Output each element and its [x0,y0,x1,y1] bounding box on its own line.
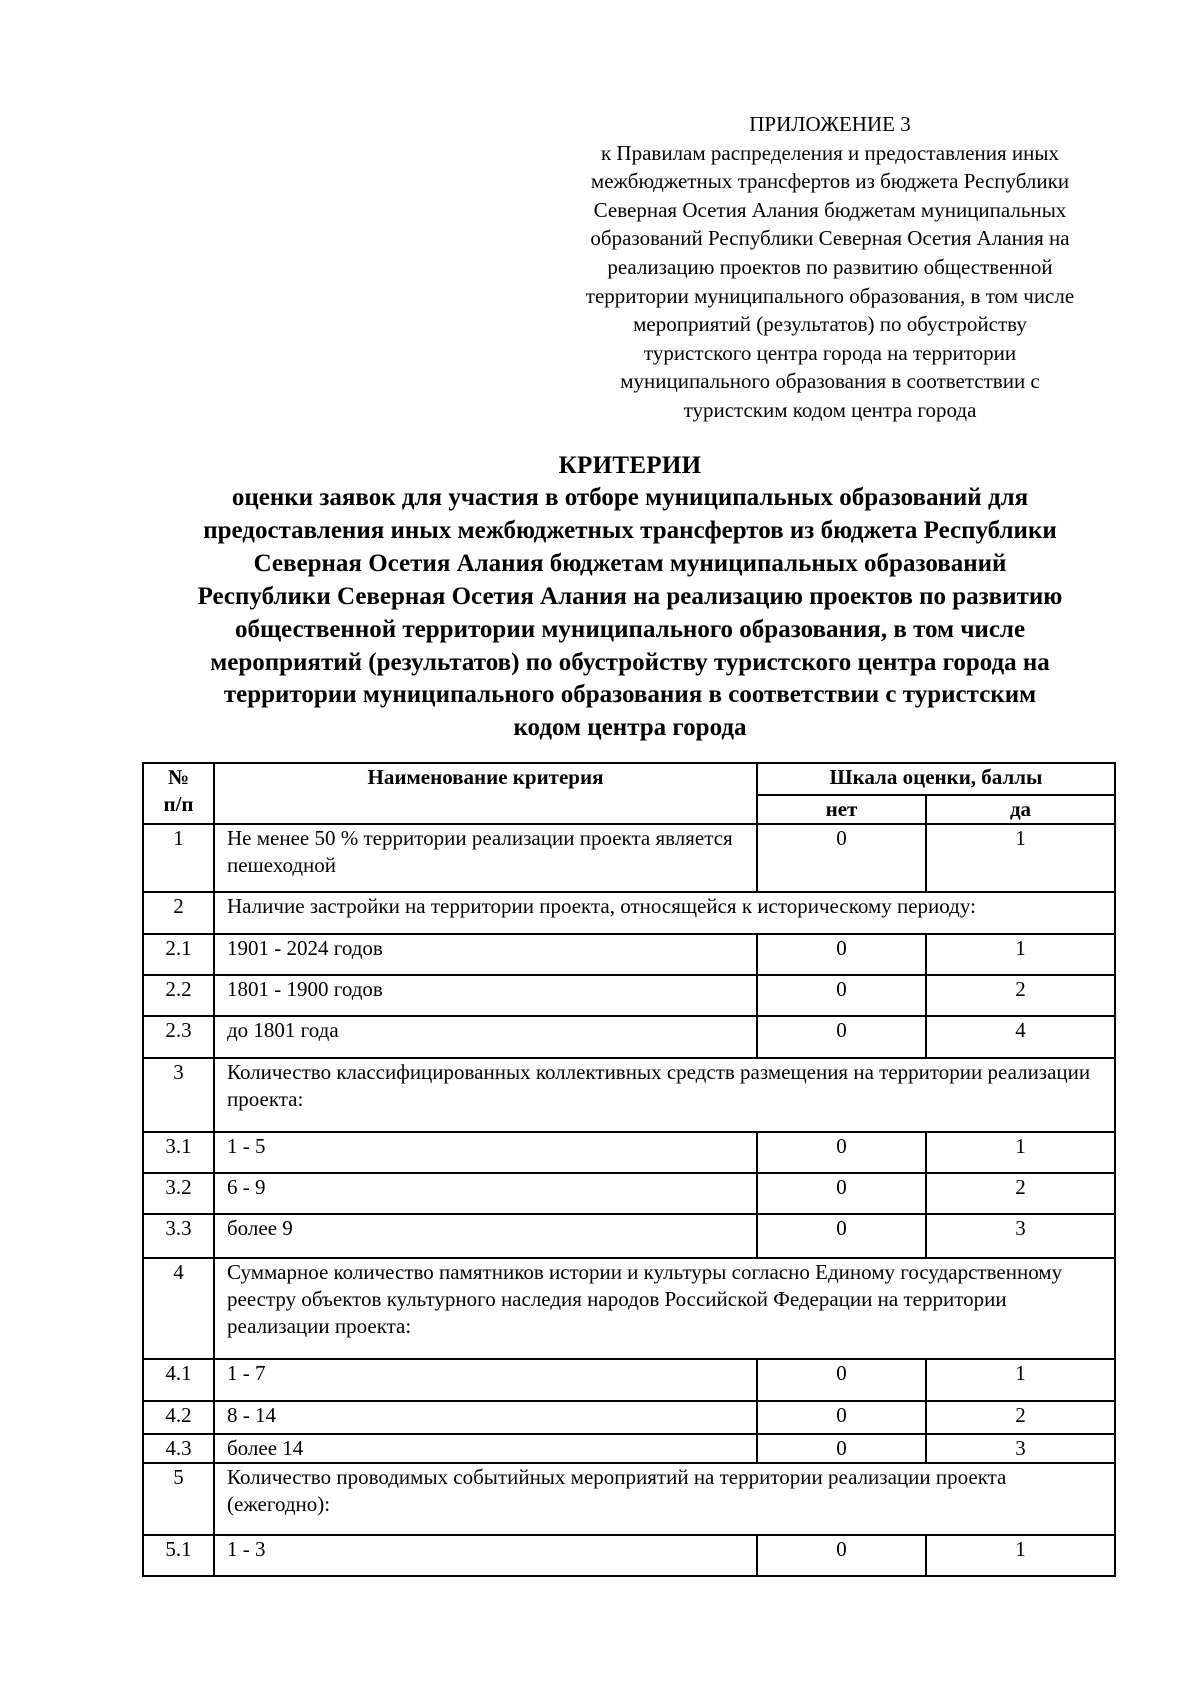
title-main: КРИТЕРИИ [558,452,702,479]
header-no: нет [757,795,926,824]
row-no: 0 [757,1214,926,1258]
row-num: 2 [143,892,214,934]
appendix-line: мероприятий (результатов) по обустройству [633,312,1027,337]
row-num: 3.2 [143,1173,214,1214]
subtitle-line: Республики Северная Осетия Алания на реализацию проектов по развитию [197,582,1063,610]
subtitle-line: территории муниципального образования в соответствии с туристским [223,681,1037,709]
subtitle-line: общественной территории муниципального образования, в том числе [234,615,1026,643]
table-row [143,1535,1115,1576]
appendix-line: реализацию проектов по развитию общественной [607,254,1053,279]
table-row [143,1401,1115,1434]
subtitle-line: кодом центра города [513,714,747,742]
table-row [143,892,1115,934]
appendix-line: к Правилам распределения и предоставления иных [600,140,1059,165]
row-no: 0 [757,1535,926,1576]
table-row [143,1132,1115,1173]
table-row [143,1173,1115,1214]
row-name: Наличие застройки на территории проекта, относящейся к историческому периоду: [214,892,1115,934]
subtitle-line: предоставления иных межбюджетных трансфертов из бюджета Республики [203,516,1057,544]
row-yes: 3 [926,1214,1115,1258]
row-num: 1 [143,824,214,892]
table-row [143,824,1115,892]
appendix-line: ПРИЛОЖЕНИЕ 3 [749,112,911,136]
table-header-row [143,763,1115,795]
row-num: 4.2 [143,1401,214,1434]
row-yes: 2 [926,1401,1115,1434]
row-yes: 2 [926,975,1115,1016]
row-yes: 1 [926,1132,1115,1173]
header-scale: Шкала оценки, баллы [757,763,1115,795]
appendix-line: образований Республики Северная Осетия Алания на [590,226,1070,251]
criteria-table [142,762,1116,1577]
row-name: Количество классифицированных коллективных средств размещения на территории реализации проекта: [214,1058,1115,1132]
row-no: 0 [757,1173,926,1214]
row-name: Количество проводимых событийных мероприятий на территории реализации проекта (ежегодно): [214,1463,1115,1535]
row-name: 1901 - 2024 годов [214,934,757,975]
header-num: № п/п [143,763,214,824]
row-no: 0 [757,1359,926,1401]
header-yes: да [926,795,1115,824]
table-row [143,1258,1115,1359]
subtitle-line: мероприятий (результатов) по обустройству туристского центра города на [210,648,1050,676]
row-name: Не менее 50 % территории реализации проекта является пешеходной [214,824,757,892]
row-no: 0 [757,1132,926,1173]
table-row [143,1359,1115,1401]
row-name: более 14 [214,1434,757,1463]
row-no: 0 [757,975,926,1016]
row-num: 3.1 [143,1132,214,1173]
row-name: 1 - 3 [214,1535,757,1576]
row-num: 2.2 [143,975,214,1016]
row-no: 0 [757,1434,926,1463]
subtitle-line: Северная Осетия Алания бюджетам муниципальных образований [253,549,1007,577]
row-yes: 1 [926,934,1115,975]
row-name: Суммарное количество памятников истории и культуры согласно Единому государственному реестру объектов культурного наследия народов Российской Федерации на территории реализации проекта: [214,1258,1115,1359]
document-title [90,450,1170,745]
row-num: 3 [143,1058,214,1132]
appendix-line: межбюджетных трансфертов из бюджета Республики [590,169,1070,194]
appendix-line: территории муниципального образования, в том числе [585,283,1075,308]
row-num: 5.1 [143,1535,214,1576]
row-name: 1801 - 1900 годов [214,975,757,1016]
row-num: 4 [143,1258,214,1359]
row-num: 2.3 [143,1016,214,1058]
row-name: до 1801 года [214,1016,757,1058]
table-row [143,1016,1115,1058]
row-yes: 1 [926,1535,1115,1576]
table-row [143,1463,1115,1535]
title-subtitle [90,482,1170,745]
appendix-line: муниципального образования в соответствии с [620,369,1040,394]
row-num: 2.1 [143,934,214,975]
row-yes: 2 [926,1173,1115,1214]
row-num: 4.1 [143,1359,214,1401]
row-num: 4.3 [143,1434,214,1463]
table-row [143,1434,1115,1463]
row-no: 0 [757,1016,926,1058]
row-no: 0 [757,1401,926,1434]
appendix-line: туристским кодом центра города [683,397,977,422]
row-no: 0 [757,824,926,892]
row-yes: 4 [926,1016,1115,1058]
row-name: 6 - 9 [214,1173,757,1214]
appendix-line: туристского центра города на территории [643,340,1017,365]
row-yes: 3 [926,1434,1115,1463]
row-yes: 1 [926,824,1115,892]
header-name: Наименование критерия [214,763,757,824]
row-name: 8 - 14 [214,1401,757,1434]
table-row [143,934,1115,975]
row-name: 1 - 5 [214,1132,757,1173]
row-num: 5 [143,1463,214,1535]
row-name: более 9 [214,1214,757,1258]
row-yes: 1 [926,1359,1115,1401]
table-row [143,1058,1115,1132]
appendix-header [540,110,1120,425]
appendix-line: Северная Осетия Алания бюджетам муниципальных [593,197,1067,222]
row-name: 1 - 7 [214,1359,757,1401]
table-row [143,1214,1115,1258]
table-row [143,975,1115,1016]
row-num: 3.3 [143,1214,214,1258]
subtitle-line: оценки заявок для участия в отборе муниципальных образований для [231,484,1029,511]
row-no: 0 [757,934,926,975]
